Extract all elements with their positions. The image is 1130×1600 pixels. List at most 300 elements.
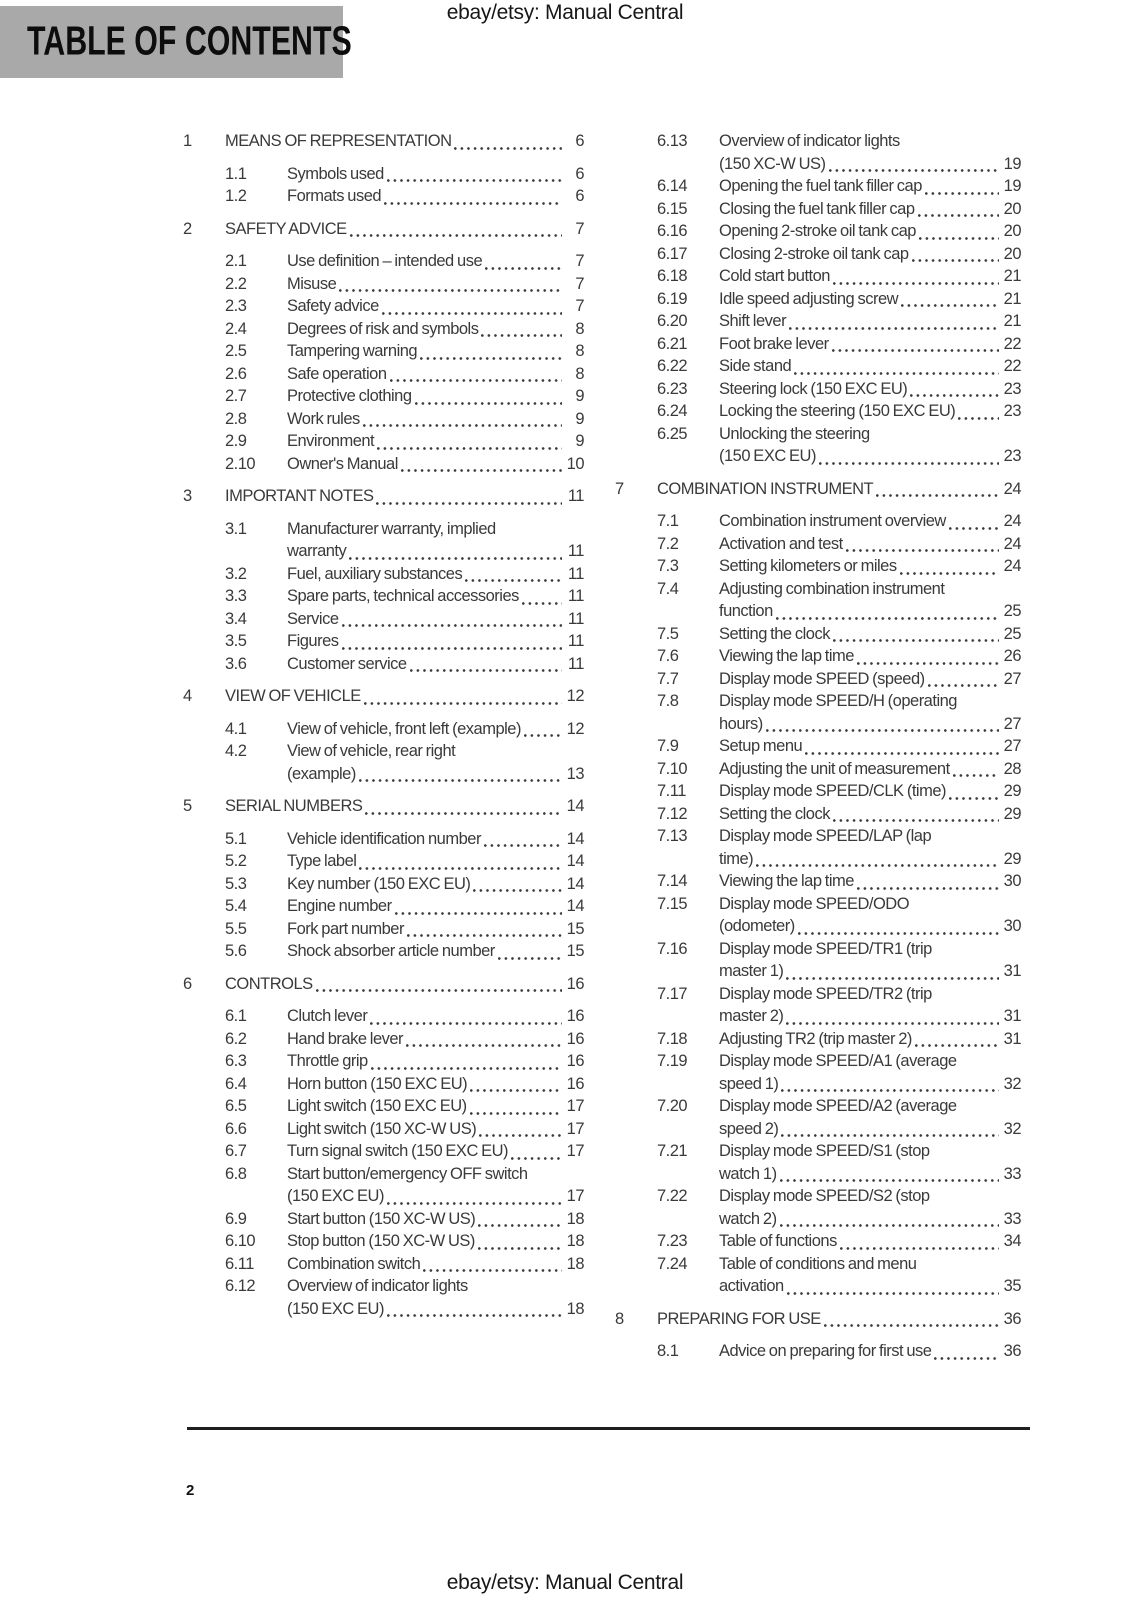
toc-entry-number: 6.9 <box>225 1209 247 1228</box>
dot-leader <box>953 773 999 778</box>
toc-entry-title: PREPARING FOR USE <box>657 1309 821 1328</box>
toc-entry-title: Display mode SPEED/A1 (average <box>719 1052 957 1070</box>
toc-entry-page: 9 <box>575 409 584 428</box>
toc-entry-title: Setting the clock <box>719 804 830 823</box>
toc-section-row <box>615 578 1021 623</box>
toc-entry-number: 7.17 <box>657 984 688 1003</box>
dot-leader <box>377 446 562 451</box>
toc-section-row <box>183 318 584 341</box>
dot-leader <box>364 701 562 706</box>
toc-section-row <box>183 1118 584 1141</box>
dot-leader <box>371 1066 562 1071</box>
toc-entry-number: 5 <box>183 797 192 815</box>
dot-leader <box>918 213 999 218</box>
toc-entry-page: 24 <box>1003 479 1021 498</box>
toc-entry-title: Start button/emergency OFF switch <box>287 1164 528 1183</box>
toc-section-row <box>615 668 1021 691</box>
toc-entry-page: 12 <box>566 719 584 738</box>
toc-entry-title: Display mode SPEED (speed) <box>719 669 925 688</box>
toc-entry-title: (odometer) <box>719 917 795 935</box>
toc-section-row <box>615 1095 1021 1140</box>
toc-section-row <box>615 510 1021 533</box>
dot-leader <box>415 401 562 406</box>
toc-entry-number: 7.10 <box>657 759 688 778</box>
toc-entry-title: Display mode SPEED/CLK (time) <box>719 782 947 800</box>
toc-entry-page: 11 <box>567 487 584 505</box>
dot-leader <box>465 578 562 583</box>
toc-entry-number: 5.3 <box>225 874 247 893</box>
toc-entry-page: 7 <box>575 252 584 270</box>
toc-entry-number: 2.10 <box>225 454 256 473</box>
toc-entry-title: Adjusting combination instrument <box>719 579 945 598</box>
toc-entry-page: 18 <box>566 1254 584 1273</box>
toc-section-row <box>183 1230 584 1253</box>
toc-entry-page: 14 <box>566 852 584 870</box>
dot-leader <box>786 1021 999 1026</box>
toc-entry-title: SAFETY ADVICE <box>225 219 347 238</box>
toc-section-row <box>183 1163 584 1208</box>
dot-leader <box>819 461 999 466</box>
toc-entry-page: 21 <box>1003 267 1021 285</box>
toc-entry-number: 7.18 <box>657 1029 688 1048</box>
dot-leader <box>789 326 999 331</box>
dot-leader <box>349 556 562 561</box>
toc-entry-number: 7.9 <box>657 737 679 755</box>
dot-leader <box>370 1021 562 1026</box>
toc-entry-title: (example) <box>287 764 356 783</box>
toc-entry-page: 16 <box>566 1074 584 1093</box>
dot-leader <box>766 728 999 733</box>
toc-entry-number: 3.2 <box>225 564 247 583</box>
toc-entry-number: 7.1 <box>657 512 679 530</box>
toc-chapter-row <box>615 478 1021 501</box>
toc-entry-number: 7.13 <box>657 827 688 845</box>
dot-leader <box>342 646 562 651</box>
toc-section-row <box>183 185 584 208</box>
dot-leader <box>780 1223 999 1228</box>
toc-entry-title: Display mode SPEED/A2 (average <box>719 1097 957 1115</box>
dot-leader <box>478 1223 562 1228</box>
toc-entry-number: 6.10 <box>225 1232 256 1250</box>
toc-entry-number: 3.1 <box>225 519 247 538</box>
dot-leader <box>832 348 999 353</box>
toc-entry-page: 35 <box>1003 1277 1021 1295</box>
toc-section-row <box>183 408 584 431</box>
toc-entry-number: 5.6 <box>225 942 247 960</box>
toc-entry-number: 6.23 <box>657 379 688 398</box>
toc-entry-title: Spare parts, technical accessories <box>287 587 519 605</box>
toc-entry-number: 7.20 <box>657 1097 688 1115</box>
toc-entry-title: Turn signal switch (150 EXC EU) <box>287 1142 509 1160</box>
toc-entry-title: Opening 2-stroke oil tank cap <box>719 222 916 240</box>
toc-entry-number: 3.5 <box>225 632 247 650</box>
toc-entry-page: 6 <box>575 187 584 205</box>
toc-entry-title: Display mode SPEED/S2 (stop <box>719 1187 930 1205</box>
toc-section-row <box>615 265 1021 288</box>
toc-entry-page: 7 <box>575 219 584 238</box>
toc-section-row <box>615 758 1021 781</box>
dot-leader <box>949 796 999 801</box>
toc-entry-title: Use definition – intended use <box>287 252 483 270</box>
dot-leader <box>919 236 999 241</box>
toc-entry-number: 6.3 <box>225 1052 247 1070</box>
toc-entry-title: Symbols used <box>287 164 384 183</box>
toc-entry-title: speed 1) <box>719 1074 779 1093</box>
toc-entry-title: Combination instrument overview <box>719 512 946 530</box>
toc-entry-page: 9 <box>575 387 584 405</box>
toc-entry-title: Display mode SPEED/ODO <box>719 894 910 913</box>
toc-entry-number: 5.2 <box>225 852 247 870</box>
toc-section-row <box>183 518 584 563</box>
dot-leader <box>479 1133 562 1138</box>
toc-entry-title: COMBINATION INSTRUMENT <box>657 479 874 498</box>
toc-entry-page: 27 <box>1003 737 1021 755</box>
toc-entry-number: 7.24 <box>657 1254 688 1273</box>
toc-section-row <box>183 563 584 586</box>
toc-entry-title: Foot brake lever <box>719 334 829 353</box>
toc-entry-title: Hand brake lever <box>287 1029 404 1048</box>
toc-entry-title: (150 EXC EU) <box>287 1187 384 1205</box>
toc-entry-title: hours) <box>719 714 763 733</box>
toc-entry-number: 3 <box>183 487 192 505</box>
toc-entry-number: 7.12 <box>657 804 688 823</box>
toc-entry-page: 36 <box>1003 1342 1021 1360</box>
toc-entry-number: 7.16 <box>657 939 688 958</box>
dot-leader <box>478 1246 562 1251</box>
toc-entry-title: function <box>719 602 773 620</box>
dot-leader <box>481 333 562 338</box>
dot-leader <box>498 956 562 961</box>
toc-section-row <box>615 870 1021 893</box>
dot-leader <box>794 371 999 376</box>
toc-entry-title: Manufacturer warranty, implied <box>287 519 496 538</box>
dot-leader <box>925 191 999 196</box>
toc-entry-page: 34 <box>1003 1232 1021 1250</box>
toc-entry-number: 1.2 <box>225 187 247 205</box>
toc-entry-title: View of vehicle, front left (example) <box>287 719 521 738</box>
dot-leader <box>511 1156 562 1161</box>
toc-entry-number: 7.7 <box>657 669 679 688</box>
toc-entry-number: 3.6 <box>225 654 247 673</box>
toc-entry-title: Display mode SPEED/S1 (stop <box>719 1142 930 1160</box>
toc-entry-title: Safe operation <box>287 364 387 383</box>
toc-entry-title: Environment <box>287 432 375 450</box>
page-footer: ebay/etsy: Manual Central <box>446 1571 684 1594</box>
toc-chapter-row <box>183 130 584 153</box>
toc-entry-number: 2.6 <box>225 364 247 383</box>
toc-entry-number: 6.11 <box>225 1254 254 1273</box>
dot-leader <box>756 863 999 868</box>
toc-entry-page: 11 <box>567 632 584 650</box>
toc-entry-page: 24 <box>1003 512 1021 530</box>
toc-section-row <box>615 803 1021 826</box>
toc-entry-title: Activation and test <box>719 534 843 553</box>
toc-entry-page: 29 <box>1003 804 1021 823</box>
toc-section-row <box>615 175 1021 198</box>
dot-leader <box>934 1356 999 1361</box>
toc-entry-page: 17 <box>566 1097 584 1115</box>
toc-entry-title: Tampering warning <box>287 342 418 360</box>
toc-section-row <box>615 355 1021 378</box>
toc-entry-number: 7.6 <box>657 647 679 665</box>
dot-leader <box>390 378 562 383</box>
toc-entry-page: 16 <box>566 1052 584 1070</box>
toc-entry-page: 19 <box>1003 177 1021 195</box>
toc-entry-number: 6.15 <box>657 199 688 218</box>
toc-section-row <box>615 1253 1021 1298</box>
toc-section-row <box>183 653 584 676</box>
toc-section-row <box>615 1340 1021 1363</box>
toc-entry-page: 17 <box>566 1119 584 1138</box>
toc-entry-title: Light switch (150 EXC EU) <box>287 1097 467 1115</box>
page-header: ebay/etsy: Manual Central <box>446 1 684 24</box>
toc-section-row <box>615 423 1021 468</box>
toc-entry-number: 6.25 <box>657 424 688 443</box>
toc-entry-title: SERIAL NUMBERS <box>225 797 363 815</box>
toc-entry-page: 11 <box>567 542 584 560</box>
toc-entry-title: Locking the steering (150 EXC EU) <box>719 402 956 420</box>
toc-section-row <box>183 1050 584 1073</box>
toc-section-row <box>183 873 584 896</box>
toc-entry-title: Figures <box>287 632 339 650</box>
toc-entry-page: 30 <box>1003 917 1021 935</box>
toc-entry-number: 7.8 <box>657 692 679 710</box>
toc-section-row <box>183 940 584 963</box>
toc-entry-page: 20 <box>1003 199 1021 218</box>
toc-entry-title: Closing 2-stroke oil tank cap <box>719 244 909 263</box>
dot-leader <box>454 146 562 151</box>
toc-entry-number: 8.1 <box>657 1342 679 1360</box>
toc-entry-page: 27 <box>1003 714 1021 733</box>
dot-leader <box>470 1088 562 1093</box>
toc-entry-title: Setting the clock <box>719 624 830 643</box>
toc-entry-title: Horn button (150 EXC EU) <box>287 1074 468 1093</box>
toc-section-row <box>183 250 584 273</box>
toc-entry-title: Degrees of risk and symbols <box>287 319 479 338</box>
toc-chapter-row <box>183 795 584 818</box>
toc-entry-title: Formats used <box>287 187 382 205</box>
toc-entry-page: 8 <box>575 319 584 338</box>
toc-entry-title: Service <box>287 609 339 628</box>
toc-entry-title: Overview of indicator lights <box>287 1277 468 1295</box>
toc-entry-number: 7 <box>615 479 624 498</box>
toc-section-row <box>183 740 584 785</box>
toc-entry-page: 26 <box>1003 647 1021 665</box>
dot-leader <box>485 266 562 271</box>
toc-entry-number: 2.8 <box>225 409 247 428</box>
toc-entry-title: Side stand <box>719 357 792 375</box>
dot-leader <box>805 751 999 756</box>
toc-entry-number: 7.3 <box>657 557 679 575</box>
toc-entry-page: 22 <box>1003 334 1021 353</box>
dot-leader <box>410 668 562 673</box>
dot-leader <box>365 811 562 816</box>
toc-section-row <box>183 340 584 363</box>
toc-entry-page: 21 <box>1003 289 1021 308</box>
toc-entry-title: Idle speed adjusting screw <box>719 289 899 308</box>
dot-leader <box>915 1043 999 1048</box>
toc-entry-page: 24 <box>1003 534 1021 553</box>
toc-entry-number: 6.21 <box>657 334 688 353</box>
dot-leader <box>387 178 562 183</box>
toc-entry-title: Light switch (150 XC-W US) <box>287 1119 477 1138</box>
dot-leader <box>342 623 562 628</box>
toc-entry-page: 14 <box>566 874 584 893</box>
toc-entry-title: warranty <box>287 542 347 560</box>
toc-entry-title: Advice on preparing for first use <box>719 1342 932 1360</box>
toc-entry-title: (150 EXC EU) <box>287 1299 384 1318</box>
toc-entry-number: 3.4 <box>225 609 247 628</box>
dot-leader <box>780 1178 999 1183</box>
toc-section-row <box>615 645 1021 668</box>
toc-entry-page: 29 <box>1003 782 1021 800</box>
toc-entry-number: 6.2 <box>225 1029 247 1048</box>
toc-entry-page: 31 <box>1003 962 1021 980</box>
toc-section-row <box>615 938 1021 983</box>
toc-entry-title: Viewing the lap time <box>719 872 854 890</box>
dot-leader <box>473 888 562 893</box>
toc-entry-number: 2.1 <box>225 252 247 270</box>
toc-entry-page: 17 <box>566 1142 584 1160</box>
dot-leader <box>350 233 562 238</box>
toc-entry-title: Setting kilometers or miles <box>719 557 897 575</box>
toc-entry-page: 24 <box>1003 557 1021 575</box>
toc-entry-title: Start button (150 XC-W US) <box>287 1209 476 1228</box>
toc-entry-title: watch 1) <box>719 1164 777 1183</box>
toc-entry-title: Viewing the lap time <box>719 647 854 665</box>
toc-entry-title: Adjusting TR2 (trip master 2) <box>719 1029 912 1048</box>
dot-leader <box>359 866 562 871</box>
toc-chapter-row <box>183 485 584 508</box>
dot-leader <box>846 548 999 553</box>
toc-entry-title: Adjusting the unit of measurement <box>719 759 950 778</box>
dot-leader <box>857 886 999 891</box>
toc-entry-page: 7 <box>575 297 584 315</box>
toc-entry-title: watch 2) <box>719 1209 777 1228</box>
toc-entry-title: Throttle grip <box>287 1052 368 1070</box>
toc-entry-title: Vehicle identification number <box>287 829 481 848</box>
toc-chapter-row <box>615 1308 1021 1331</box>
toc-entry-page: 23 <box>1003 402 1021 420</box>
toc-entry-page: 31 <box>1003 1029 1021 1048</box>
dot-leader <box>339 288 562 293</box>
toc-column-left <box>183 130 584 1320</box>
toc-section-row <box>615 243 1021 266</box>
toc-entry-number: 6.17 <box>657 244 688 263</box>
toc-entry-title: Table of functions <box>719 1232 837 1250</box>
toc-entry-page: 16 <box>566 1029 584 1048</box>
dot-leader <box>387 1313 562 1318</box>
toc-entry-number: 6.7 <box>225 1142 247 1160</box>
toc-entry-number: 6.8 <box>225 1164 247 1183</box>
dot-leader <box>910 393 999 398</box>
toc-entry-page: 6 <box>575 164 584 183</box>
toc-entry-number: 7.22 <box>657 1187 688 1205</box>
toc-entry-title: speed 2) <box>719 1119 779 1138</box>
toc-entry-page: 14 <box>566 797 584 815</box>
toc-entry-title: View of vehicle, rear right <box>287 742 456 760</box>
toc-entry-number: 7.14 <box>657 872 688 890</box>
dot-leader <box>786 976 999 981</box>
toc-section-row <box>615 780 1021 803</box>
toc-section-row <box>615 983 1021 1028</box>
toc-entry-number: 7.15 <box>657 894 688 913</box>
toc-section-row <box>615 220 1021 243</box>
toc-entry-number: 7.11 <box>657 782 686 800</box>
toc-column-right <box>615 130 1021 1363</box>
toc-section-row <box>615 1050 1021 1095</box>
toc-entry-number: 6.13 <box>657 132 688 150</box>
toc-entry-page: 11 <box>567 609 584 628</box>
toc-section-row <box>615 378 1021 401</box>
toc-entry-page: 25 <box>1003 624 1021 643</box>
toc-entry-title: Opening the fuel tank filler cap <box>719 177 922 195</box>
toc-section-row <box>183 1073 584 1096</box>
toc-entry-number: 6.16 <box>657 222 688 240</box>
dot-leader <box>376 501 562 506</box>
toc-entry-title: Closing the fuel tank filler cap <box>719 199 915 218</box>
toc-entry-page: 12 <box>566 687 584 705</box>
toc-entry-number: 4.1 <box>225 719 247 738</box>
dot-leader <box>787 1291 999 1296</box>
page-number: 2 <box>186 1482 195 1499</box>
dot-leader <box>363 423 562 428</box>
dot-leader <box>384 201 562 206</box>
footer-divider <box>187 1427 1030 1430</box>
dot-leader <box>382 311 562 316</box>
toc-entry-number: 2.2 <box>225 274 247 293</box>
dot-leader <box>798 931 999 936</box>
toc-entry-title: Combination switch <box>287 1254 421 1273</box>
toc-entry-page: 23 <box>1003 447 1021 465</box>
toc-entry-page: 11 <box>567 654 584 673</box>
page-title: TABLE OF CONTENTS <box>27 17 352 64</box>
dot-leader <box>522 601 562 606</box>
toc-section-row <box>183 1005 584 1028</box>
dot-leader <box>316 988 562 993</box>
title-box <box>0 6 352 78</box>
toc-section-row <box>183 1095 584 1118</box>
toc-entry-number: 6.6 <box>225 1119 247 1138</box>
toc-entry-number: 6.18 <box>657 267 688 285</box>
dot-leader <box>781 1088 999 1093</box>
toc-section-row <box>615 1185 1021 1230</box>
dot-leader <box>833 281 999 286</box>
toc-entry-number: 5.5 <box>225 919 247 938</box>
toc-entry-number: 6.22 <box>657 357 688 375</box>
toc-section-row <box>183 1253 584 1276</box>
toc-section-row <box>183 1208 584 1231</box>
toc-entry-page: 29 <box>1003 849 1021 868</box>
toc-section-row <box>615 533 1021 556</box>
toc-entry-number: 2.3 <box>225 297 247 315</box>
toc-entry-number: 1 <box>183 132 192 150</box>
toc-entry-title: master 1) <box>719 962 784 980</box>
toc-entry-title: Key number (150 EXC EU) <box>287 874 471 893</box>
toc-entry-page: 15 <box>566 942 584 960</box>
toc-entry-number: 2 <box>183 219 192 238</box>
toc-entry-page: 20 <box>1003 244 1021 263</box>
toc-entry-page: 28 <box>1003 759 1021 778</box>
toc-section-row <box>183 1028 584 1051</box>
toc-entry-page: 11 <box>567 587 584 605</box>
toc-section-row <box>615 400 1021 423</box>
toc-entry-page: 33 <box>1003 1209 1021 1228</box>
toc-entry-number: 6 <box>183 974 192 993</box>
toc-entry-title: activation <box>719 1277 784 1295</box>
toc-entry-title: Steering lock (150 EXC EU) <box>719 379 908 398</box>
toc-entry-title: (150 XC-W US) <box>719 154 826 173</box>
